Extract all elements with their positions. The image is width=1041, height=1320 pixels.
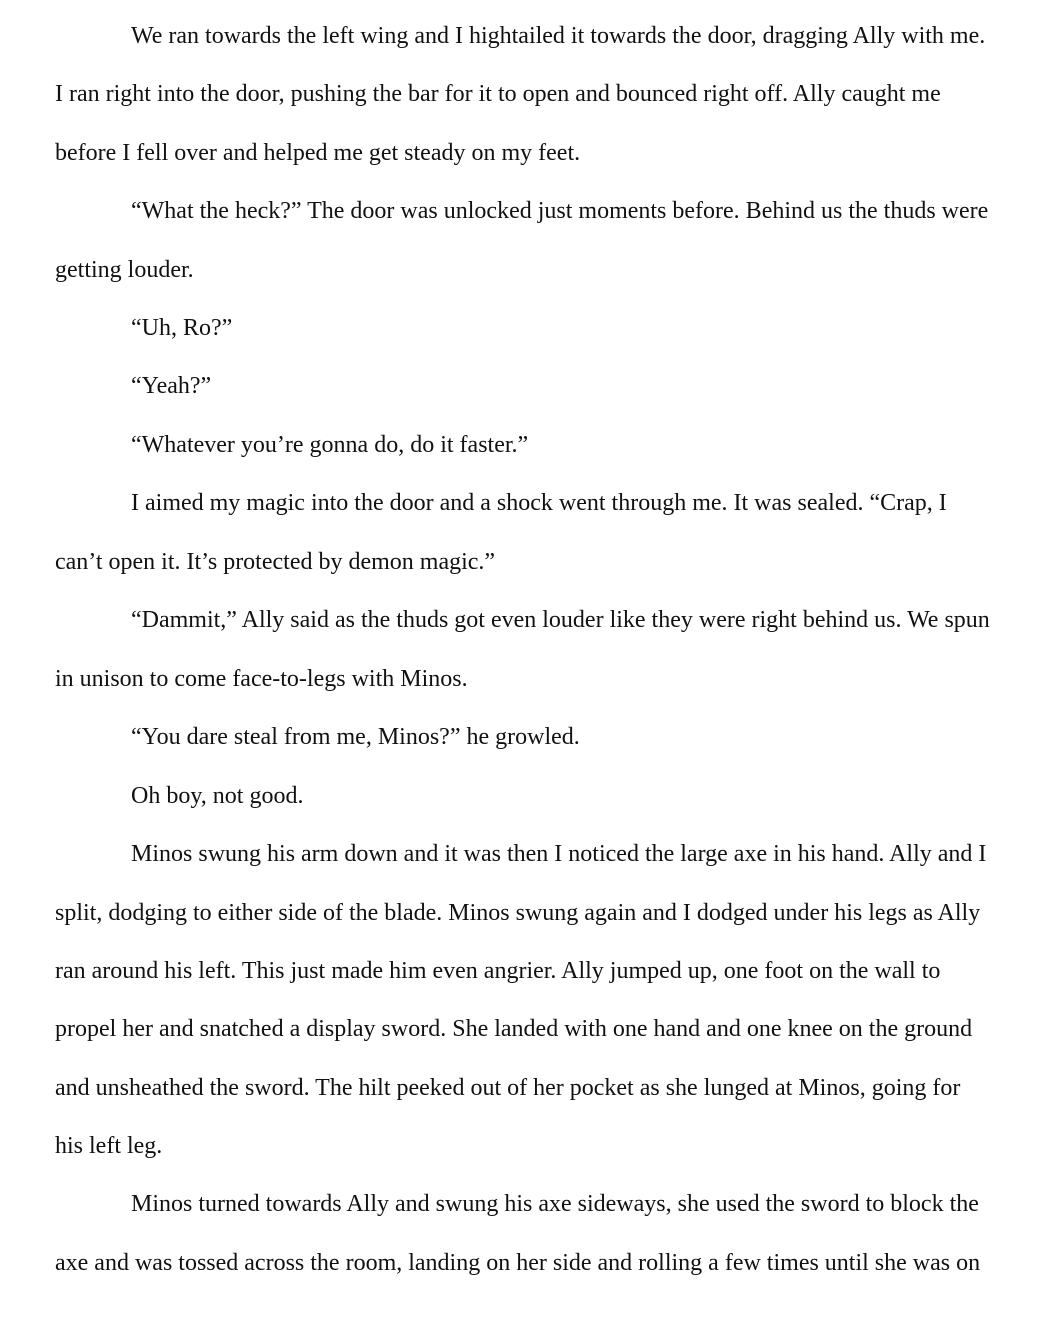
text-line: propel her and snatched a display sword. She landed with one hand and one knee on the ground [55,1016,973,1042]
text-line: his left leg. [55,1133,163,1159]
text-line: “Uh, Ro?” [131,315,233,341]
text-line: Minos swung his arm down and it was then I noticed the large axe in his hand. Ally and I [131,841,987,867]
text-line: axe and was tossed across the room, landing on her side and rolling a few times until she was on [55,1250,981,1276]
text-line: “Whatever you’re gonna do, do it faster.” [131,432,529,458]
text-line: split, dodging to either side of the blade. Minos swung again and I dodged under his legs as Ally [55,900,981,926]
text-line: “Dammit,” Ally said as the thuds got even louder like they were right behind us. We spun [131,607,990,633]
text-line: Minos turned towards Ally and swung his axe sideways, she used the sword to block the [131,1191,979,1217]
text-line: “You dare steal from me, Minos?” he growled. [131,724,580,750]
text-line: ran around his left. This just made him even angrier. Ally jumped up, one foot on the wall to [55,958,941,984]
text-line: We ran towards the left wing and I hightailed it towards the door, dragging Ally with me. [131,23,986,49]
text-line: getting louder. [55,257,194,283]
text-line: and unsheathed the sword. The hilt peeked out of her pocket as she lunged at Minos, going for [55,1075,961,1101]
text-line: I ran right into the door, pushing the bar for it to open and bounced right off. Ally caught me [55,81,941,107]
text-line: “What the heck?” The door was unlocked just moments before. Behind us the thuds were [131,198,989,224]
text-line: in unison to come face-to-legs with Minos. [55,666,468,692]
text-line: can’t open it. It’s protected by demon magic.” [55,549,496,575]
text-line: before I fell over and helped me get steady on my feet. [55,140,581,166]
text-line: “Yeah?” [131,373,212,399]
text-line: I aimed my magic into the door and a shock went through me. It was sealed. “Crap, I [131,490,947,516]
text-line: Oh boy, not good. [131,783,304,809]
